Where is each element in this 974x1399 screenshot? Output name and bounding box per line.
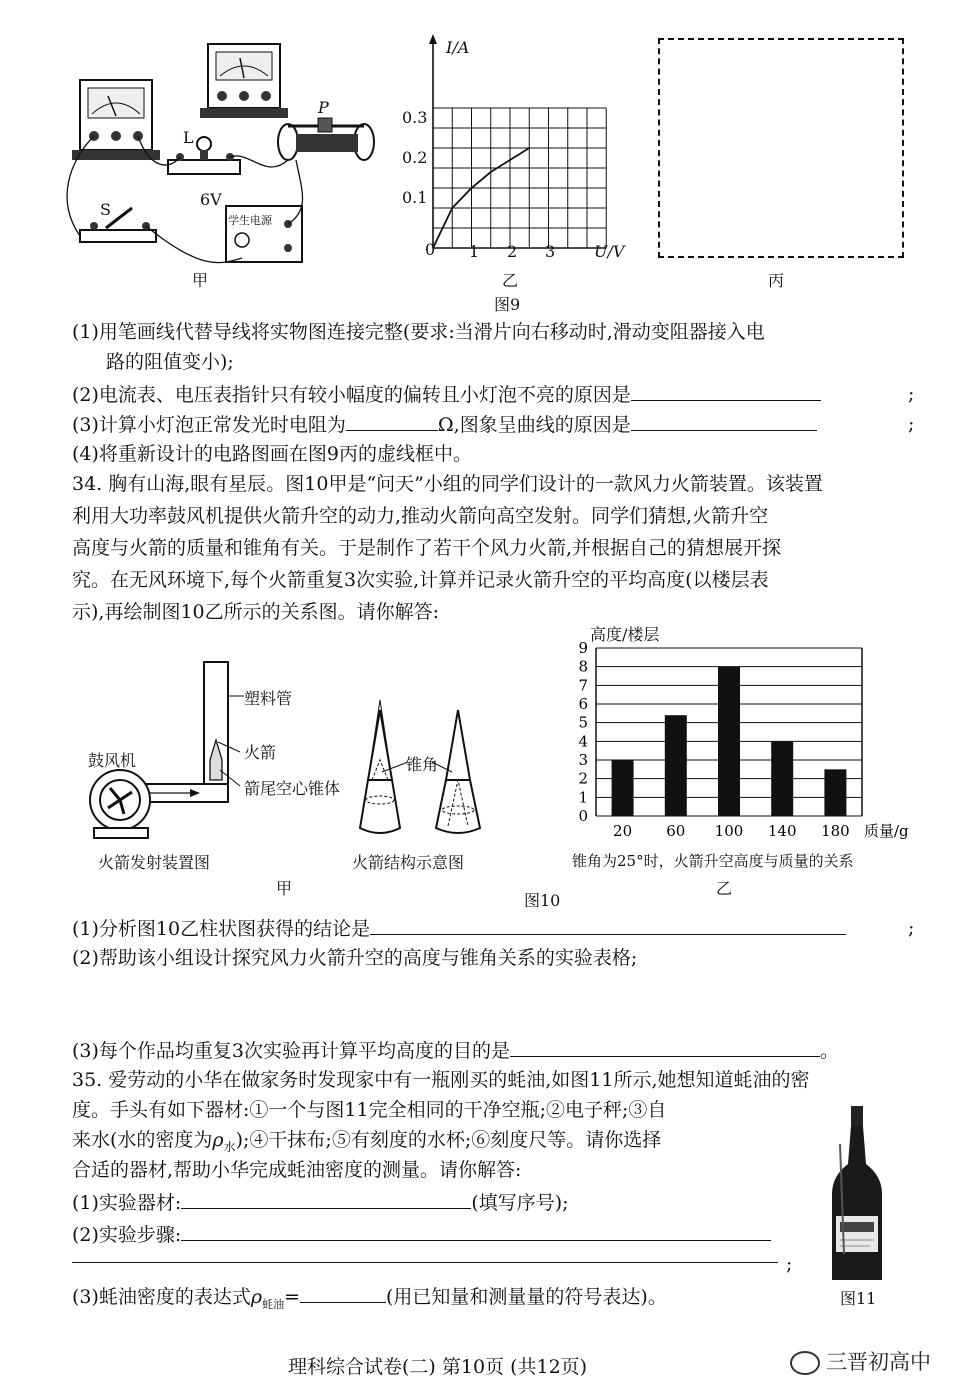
fig9-label-jia: 甲 (192, 271, 209, 290)
fig10-chart-caption: 锥角为25°时，火箭升空高度与质量的关系 (572, 852, 854, 870)
q35-p2-semicolon: ; (786, 1253, 793, 1275)
q34-p3-row (72, 1038, 839, 1063)
bar-100 (718, 667, 740, 816)
q34-p3: (3)每个作品均重复3次实验再计算平均高度的目的是 (72, 1040, 511, 1062)
bar-60 (665, 715, 687, 816)
fig9-iu-graph (395, 30, 645, 270)
fig9-yi-xtick-3: 3 (545, 242, 556, 261)
x-axis-label: 质量/g (864, 822, 909, 840)
q34-line-0: 34. 胸有山海,眼有星辰。图10甲是“问天”小组的同学们设计的一款风力火箭装置。该装置 (72, 473, 823, 495)
q33-p4: (4)将重新设计的电路图画在图9丙的虚线框中。 (72, 443, 473, 465)
fig10-label-blower: 鼓风机 (88, 751, 137, 770)
q33-p2: (2)电流表、电压表指针只有较小幅度的偏转且小灯泡不亮的原因是 (72, 384, 631, 406)
fig10-label-yi: 乙 (716, 879, 733, 898)
q35-oil-sub: 蚝油 (262, 1297, 285, 1311)
y-tick-label: 6 (578, 695, 588, 713)
q34-p1-answer[interactable] (370, 916, 846, 935)
y-tick-label: 9 (578, 640, 588, 657)
q33-p3b: Ω,图象呈曲线的原因是 (437, 414, 631, 436)
rocket-icon (360, 700, 400, 833)
q35-water-sub: 水 (223, 1139, 236, 1154)
rheostat-icon (278, 118, 374, 160)
q34-line-1: 利用大功率鼓风机提供火箭升空的动力,推动火箭向高空发射。同学们猜想,火箭升空 (72, 505, 769, 527)
q35-p1a: (1)实验器材: (72, 1192, 182, 1214)
fig9-label-yi: 乙 (502, 271, 519, 290)
fig10-structure-caption: 火箭结构示意图 (352, 853, 465, 872)
q34-line-2: 高度与火箭的质量和锥角有关。于是制作了若干个风力火箭,并根据自己的猜想展开探 (72, 537, 782, 559)
oyster-sauce-bottle-icon (822, 1104, 892, 1284)
y-tick-label: 0 (578, 807, 588, 825)
bar-140 (771, 741, 793, 816)
q35-p1-row (72, 1190, 569, 1215)
q35-p3a: (3)蚝油密度的表达式 (72, 1286, 251, 1308)
q34-p3-answer[interactable] (510, 1038, 820, 1057)
q34-line-4: 示),再绘制图10乙所示的关系图。请你解答: (72, 601, 440, 623)
x-tick-label: 100 (714, 822, 744, 840)
q35-p2-answer[interactable] (181, 1222, 771, 1241)
q33-p1a: (1)用笔画线代替导线将实物图连接完整(要求:当滑片向右移动时,滑动变阻器接入电 (72, 321, 765, 343)
fig10-label-tail: 箭尾空心锥体 (244, 779, 341, 798)
q33-p3-resistance-answer[interactable] (346, 412, 438, 431)
fig9-yi-xtick-2: 2 (507, 242, 518, 261)
q35-p3c: (用已知量和测量量的符号表达)。 (386, 1286, 667, 1308)
y-tick-label: 3 (578, 751, 588, 769)
y-tick-label: 8 (578, 657, 588, 676)
lamp-icon (168, 137, 240, 174)
q35-line3a: 来水(水的密度为 (72, 1129, 213, 1151)
fig9-circuit-apparatus (50, 30, 390, 270)
q33-p3-curve-answer[interactable] (631, 412, 817, 431)
y-tick-label: 1 (578, 788, 588, 807)
q35-p1-answer[interactable] (181, 1190, 471, 1209)
y-tick-label: 5 (578, 713, 588, 732)
bar-20 (612, 760, 634, 816)
fig10-label-jia: 甲 (276, 879, 293, 898)
q35-p3-rho: ρ (250, 1286, 263, 1308)
fig10-caption: 图10 (524, 891, 561, 910)
y-tick-label: 7 (578, 676, 588, 695)
fig9-yi-ytick-0: 0.3 (402, 108, 428, 127)
q33-p2-answer[interactable] (631, 382, 821, 401)
q34-line-3: 究。在无风环境下,每个火箭重复3次实验,计算并记录火箭升空的平均高度(以楼层表 (72, 569, 769, 591)
q33-p2-semicolon: ; (908, 383, 915, 405)
fig9-label-6V: 6V (200, 190, 222, 209)
fig9-yi-ytick-2: 0.1 (402, 188, 428, 207)
fig9-yi-xlabel: U/V (594, 242, 625, 261)
q35-line2: 度。手头有如下器材:①一个与图11完全相同的干净空瓶;②电子秤;③自 (72, 1099, 667, 1121)
bar-180 (824, 769, 846, 816)
q33-p3a: (3)计算小灯泡正常发光时电阻为 (72, 414, 346, 436)
fig9-label-P: P (318, 98, 329, 117)
fig9-caption: 图9 (494, 295, 521, 314)
q35-line3b: );④干抹布;⑤有刻度的水杯;⑥刻度尺等。请你选择 (235, 1129, 662, 1151)
q33-p3-row (72, 412, 817, 437)
y-tick-label: 2 (578, 769, 588, 788)
y-axis-arrow (429, 34, 437, 44)
watermark (790, 1346, 931, 1376)
fig10-launcher-caption: 火箭发射装置图 (98, 853, 211, 872)
fig11-caption: 图11 (840, 1289, 877, 1308)
y-tick-label: 4 (578, 732, 588, 751)
q35-line3 (72, 1128, 661, 1159)
x-tick-label: 20 (613, 822, 633, 840)
q34-p1-row (72, 916, 846, 941)
ammeter-icon (72, 80, 160, 160)
fig9-yi-xtick-0: 0 (425, 240, 436, 259)
fig10-label-angle: 锥角 (406, 755, 439, 774)
fig9-label-power: 学生电源 (228, 214, 272, 227)
fig9-yi-xtick-1: 1 (469, 242, 480, 261)
fig9-label-L: L (183, 128, 194, 147)
q33-p2-row (72, 382, 821, 407)
fig9-yi-ytick-1: 0.2 (402, 148, 428, 167)
q33-p1b: 路的阻值变小); (106, 351, 234, 373)
fig9-label-S: S (100, 200, 111, 219)
fig9-yi-ylabel: I/A (446, 38, 470, 57)
q35-p3-row (72, 1284, 667, 1317)
q35-p3-answer[interactable] (300, 1284, 386, 1303)
q34-p1: (1)分析图10乙柱状图获得的结论是 (72, 918, 371, 940)
x-tick-label: 140 (767, 822, 797, 840)
rocket-icon (436, 710, 480, 833)
q35-p2-row (72, 1222, 771, 1247)
q35-rho: ρ (212, 1129, 224, 1151)
fig10-label-tube: 塑料管 (244, 689, 293, 708)
blower-icon (90, 770, 150, 838)
fig10-chart-ylabel: 高度/楼层 (590, 625, 660, 644)
switch-icon (80, 208, 156, 242)
fig9-label-bing: 丙 (768, 271, 785, 290)
q35-line4: 合适的器材,帮助小华完成蚝油密度的测量。请你解答: (72, 1159, 522, 1181)
iu-curve-series (433, 148, 529, 248)
fig10-label-rocket: 火箭 (244, 743, 277, 762)
q34-p2: (2)帮助该小组设计探究风力火箭升空的高度与锥角关系的实验表格; (72, 947, 638, 969)
q33-p3-semicolon: ; (908, 413, 915, 435)
q35-p3b: = (284, 1286, 301, 1308)
q34-p1-semicolon: ; (908, 917, 915, 939)
watermark-text: 三晋初高中 (826, 1350, 931, 1374)
x-tick-label: 60 (666, 822, 686, 840)
wechat-icon (790, 1351, 820, 1375)
x-tick-label: 180 (821, 822, 850, 840)
fig9-dashed-box[interactable] (658, 38, 904, 258)
fig10-bar-chart (566, 640, 956, 850)
page-footer: 理科综合试卷(二) 第10页 (共12页) (288, 1356, 588, 1378)
voltmeter-icon (200, 44, 288, 118)
q35-p2: (2)实验步骤: (72, 1224, 182, 1246)
q34-p3-period: 。 (820, 1040, 840, 1062)
q35-p1b: (填写序号); (471, 1192, 569, 1214)
q35-p2-answer-line2[interactable] (72, 1262, 778, 1263)
q35-line1: 35. 爱劳动的小华在做家务时发现家中有一瓶刚买的蚝油,如图11所示,她想知道蚝油的密 (72, 1069, 810, 1091)
